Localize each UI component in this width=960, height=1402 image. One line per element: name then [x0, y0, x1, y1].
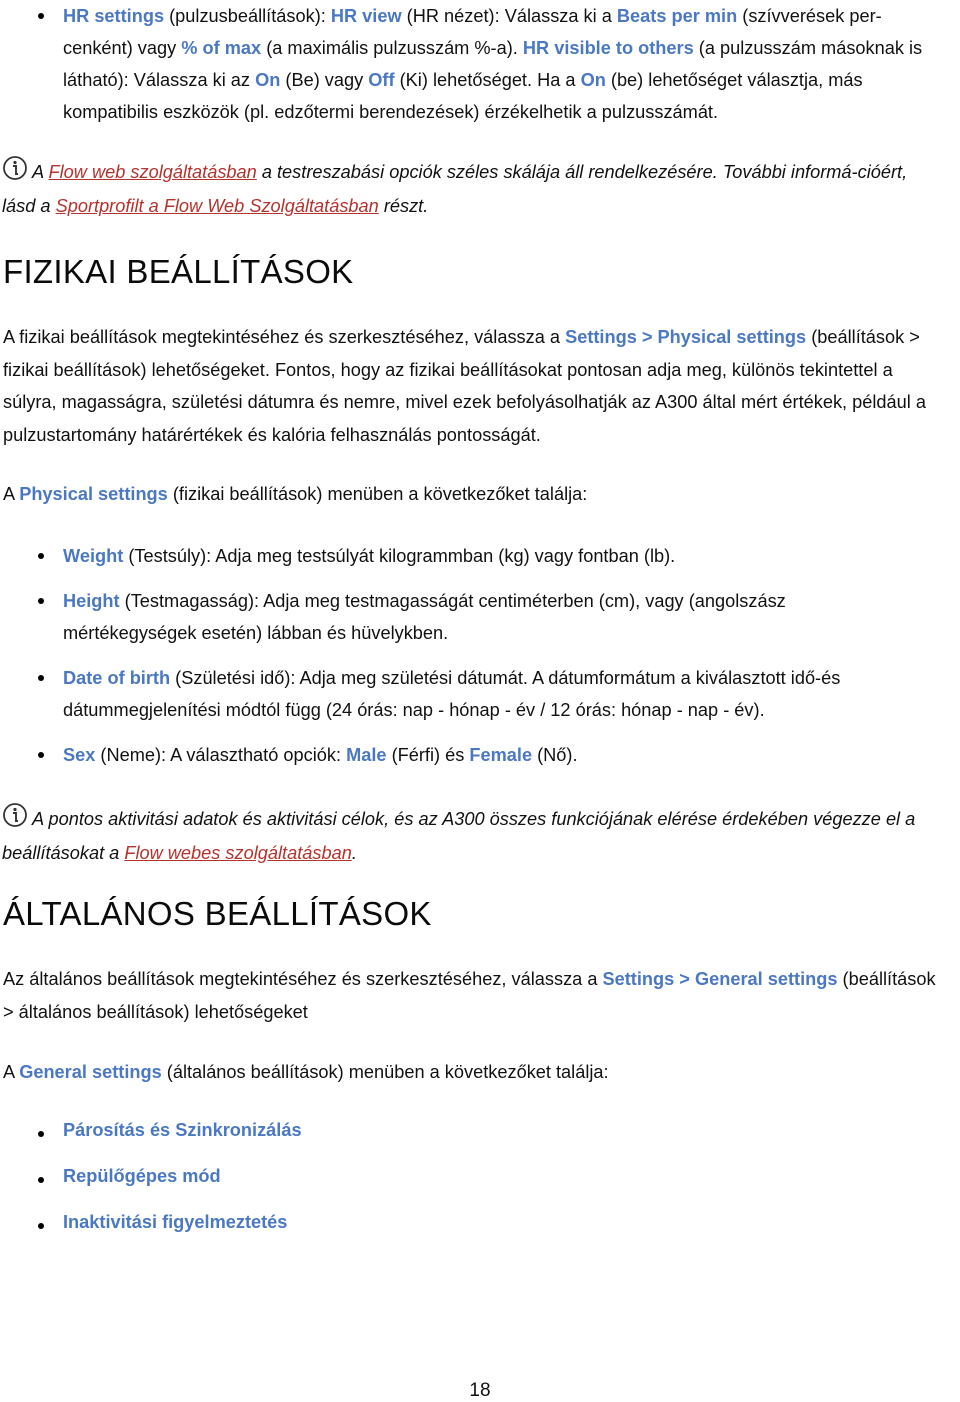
- physical-settings-list: [0, 540, 920, 771]
- flow-webes-link[interactable]: Flow webes szolgáltatásban: [124, 843, 352, 863]
- physical-menu-paragraph: [3, 478, 950, 511]
- bullet-dot: [38, 13, 44, 19]
- text: (Testmagasság): Adja meg testmagasságát centiméterben (cm), vagy (angolszász mértékegységek esetén) lábban és hüvelykben.: [63, 591, 786, 643]
- weight-item: [0, 540, 920, 572]
- kw-female: Female: [469, 745, 533, 765]
- text: Az általános beállítások megtekintéséhez és szerkesztéséhez, válassza a: [3, 969, 603, 989]
- kw-height: Height: [63, 591, 120, 611]
- info-note-flow-web: [2, 155, 937, 223]
- page-number: 18: [469, 1380, 491, 1401]
- info-icon: [2, 802, 28, 828]
- flight-mode-item: [0, 1160, 920, 1192]
- bullet-dot: [38, 675, 44, 681]
- inactivity-alert-item: [0, 1206, 920, 1238]
- height-item: [0, 585, 920, 649]
- text: (pulzusbeállítások):: [164, 6, 331, 26]
- kw-percent-of-max: % of max: [181, 38, 262, 58]
- kw-weight: Weight: [63, 546, 124, 566]
- text: (általános beállítások) menüben a következőket találja:: [161, 1062, 609, 1082]
- general-settings-list: [0, 1114, 920, 1238]
- text: A fizikai beállítások megtekintéséhez és szerkesztéséhez, válassza a: [3, 327, 566, 347]
- text: (Be) vagy: [280, 70, 369, 90]
- bullet-dot: [38, 553, 44, 559]
- text: (a pulzusszám másoknak is látható): Válassza ki az: [63, 38, 923, 90]
- bullet-dot: [38, 598, 44, 604]
- info-icon: [2, 155, 28, 181]
- text: (Férfi) és: [386, 745, 470, 765]
- text: (Születési idő): Adja meg születési dátumát. A dátumformátum a kiválasztott idő-és dátummegjelenítési módtól függ (24 órás: nap - hónap - év / 12 órás: hónap - nap - év).: [63, 668, 841, 720]
- text: (Ki) lehetőséget. Ha a: [394, 70, 581, 90]
- info-note-activity: [2, 802, 932, 870]
- text: részt.: [378, 196, 429, 216]
- flight-mode-link[interactable]: Repülőgépes mód: [63, 1166, 221, 1186]
- kw-hr-view: HR view: [330, 6, 402, 26]
- kw-male: Male: [346, 745, 387, 765]
- kw-hr-settings: HR settings: [63, 6, 165, 26]
- intro-bullet-list: [0, 0, 945, 128]
- text: A pontos aktivitási adatok és aktivitási célok, és az A300 összes funkciójának elérése érdekében végezze el a beállításokat a: [2, 809, 916, 863]
- sport-profile-link[interactable]: Sportprofilt a Flow Web Szolgáltatásban: [55, 196, 379, 216]
- text: A: [32, 162, 49, 182]
- general-settings-heading: ÁLTALÁNOS BEÁLLÍTÁSOK: [3, 895, 432, 932]
- kw-date-of-birth: Date of birth: [63, 668, 171, 688]
- general-intro-paragraph: [3, 963, 950, 1028]
- text: (szívverések per-cenként) vagy: [63, 6, 882, 58]
- pairing-sync-link[interactable]: Párosítás és Szinkronizálás: [63, 1120, 302, 1140]
- text: A: [3, 484, 20, 504]
- general-menu-paragraph: [3, 1056, 950, 1089]
- text: A: [3, 1062, 20, 1082]
- bullet-dot: [38, 752, 44, 758]
- text: (HR nézet): Válassza ki a: [401, 6, 617, 26]
- text: (fizikai beállítások) menüben a következőket találja:: [167, 484, 588, 504]
- text: a testreszabási opciók széles skálája áll rendelkezésére. További informá-cióért, lásd a: [2, 162, 908, 216]
- physical-settings-heading: FIZIKAI BEÁLLÍTÁSOK: [3, 253, 354, 290]
- hr-settings-item: [0, 0, 945, 128]
- kw-off: Off: [368, 70, 395, 90]
- kw-on-2: On: [580, 70, 606, 90]
- bullet-dot: [38, 1177, 44, 1183]
- bullet-dot: [38, 1131, 44, 1137]
- inactivity-alert-link[interactable]: Inaktivitási figyelmeztetés: [63, 1212, 288, 1232]
- date-of-birth-item: [0, 662, 920, 726]
- kw-hr-visible: HR visible to others: [522, 38, 694, 58]
- kw-beats-per-min: Beats per min: [616, 6, 738, 26]
- settings-general-path: Settings > General settings: [602, 969, 838, 989]
- general-settings-kw: General settings: [19, 1062, 162, 1082]
- text: (beállítások > általános beállítások) lehetőségeket: [3, 969, 936, 1022]
- text: (Nő).: [532, 745, 578, 765]
- physical-settings-kw: Physical settings: [19, 484, 168, 504]
- settings-physical-path: Settings > Physical settings: [565, 327, 807, 347]
- kw-on: On: [255, 70, 281, 90]
- text: (Neme): A választható opciók:: [95, 745, 347, 765]
- text: .: [351, 843, 357, 863]
- flow-web-link[interactable]: Flow web szolgáltatásban: [48, 162, 257, 182]
- kw-sex: Sex: [63, 745, 96, 765]
- text: (a maximális pulzusszám %-a).: [261, 38, 523, 58]
- bullet-dot: [38, 1223, 44, 1229]
- text: (Testsúly): Adja meg testsúlyát kilogrammban (kg) vagy fontban (lb).: [123, 546, 676, 566]
- text: (be) lehetőséget választja, más kompatibilis eszközök (pl. edzőtermi berendezések) érzékelhetik a pulzusszámát.: [63, 70, 863, 122]
- sex-item: [0, 739, 920, 771]
- physical-intro-paragraph: [3, 321, 950, 451]
- text: (beállítások > fizikai beállítások) lehetőségeket. Fontos, hogy az fizikai beállításokat pontosan adja meg, különös tekintettel a súlyra, magasságra, születési dátumra és nemre, mivel ezek befolyásolhatják az A300 által mért értékek, például a pulzustartomány határértékek és kalória felhasználás pontosságát.: [3, 327, 926, 445]
- pairing-sync-item: [0, 1114, 920, 1146]
